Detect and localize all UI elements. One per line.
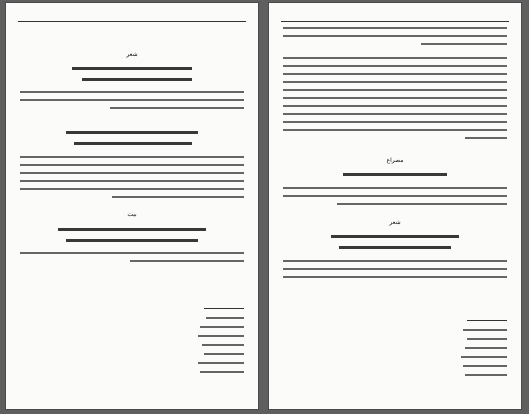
text-line	[283, 27, 507, 29]
text-line	[283, 276, 507, 278]
text-line	[283, 195, 507, 197]
header-rule	[18, 21, 246, 22]
footnote-separator	[467, 320, 507, 321]
section-heading: مصراع	[386, 157, 404, 164]
verse-line	[58, 228, 206, 231]
text-line	[20, 164, 244, 166]
text-line	[283, 268, 507, 270]
footnote	[467, 338, 507, 340]
section-heading: بيت	[127, 211, 137, 218]
verse-line	[66, 131, 198, 134]
text-line	[283, 121, 507, 123]
text-line	[283, 260, 507, 262]
left-page	[6, 3, 258, 409]
text-line	[283, 105, 507, 107]
footnote	[200, 371, 244, 373]
text-line	[283, 129, 507, 131]
text-line	[20, 91, 244, 93]
text-line	[20, 156, 244, 158]
text-line	[337, 203, 507, 205]
right-page	[269, 3, 521, 409]
verse-line	[72, 67, 192, 70]
right-page-body	[283, 25, 507, 401]
section-heading: شعر	[389, 219, 401, 226]
footnote	[463, 329, 507, 331]
text-line	[465, 137, 507, 139]
text-line	[20, 99, 244, 101]
verse-line	[331, 235, 459, 238]
text-line	[283, 97, 507, 99]
text-line	[283, 81, 507, 83]
text-line	[20, 252, 244, 254]
text-line	[283, 89, 507, 91]
footnote	[461, 356, 507, 358]
text-line	[283, 113, 507, 115]
verse-line	[66, 239, 198, 242]
text-line	[130, 260, 244, 262]
footnote	[206, 317, 244, 319]
left-page-header	[18, 10, 246, 20]
footnote	[465, 374, 507, 376]
verse-line	[74, 142, 192, 145]
text-line	[283, 57, 507, 59]
left-page-body	[20, 25, 244, 401]
footnote	[463, 365, 507, 367]
text-line	[110, 107, 244, 109]
footnote	[200, 326, 244, 328]
verse-line	[339, 246, 451, 249]
text-line	[20, 172, 244, 174]
footnote	[198, 362, 244, 364]
text-line	[283, 187, 507, 189]
footnote-separator	[204, 308, 244, 309]
text-line	[283, 65, 507, 67]
text-line	[283, 35, 507, 37]
footnote	[202, 344, 244, 346]
text-line	[20, 188, 244, 190]
section-heading: شعر	[126, 51, 138, 58]
text-line	[112, 196, 244, 198]
text-line	[421, 43, 507, 45]
verse-line	[82, 78, 192, 81]
footnote	[465, 347, 507, 349]
header-rule	[281, 21, 509, 22]
footnote	[204, 353, 244, 355]
right-page-header	[281, 10, 509, 20]
footnote	[198, 335, 244, 337]
text-line	[20, 180, 244, 182]
text-line	[283, 73, 507, 75]
verse-line	[343, 173, 447, 176]
